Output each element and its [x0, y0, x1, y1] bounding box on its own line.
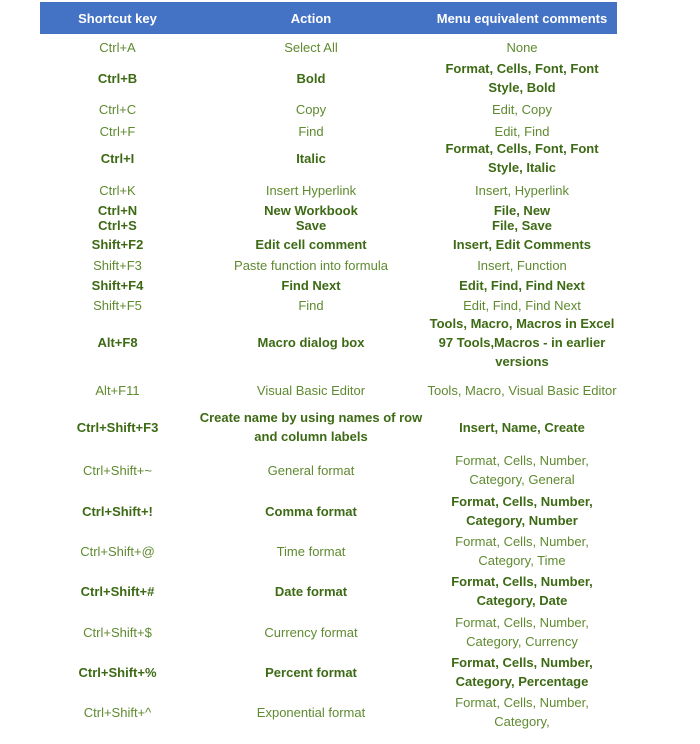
shortcut-key-cell: Shift+F3 [93, 257, 142, 273]
table-row [40, 255, 617, 275]
menu-comment-cell: Format, Cells, Number, Category, Date [451, 574, 593, 608]
table-row [40, 692, 617, 732]
menu-comment-cell: Insert, Hyperlink [475, 182, 569, 198]
action-cell: Save [295, 218, 327, 233]
header-action: Action [290, 10, 332, 26]
shortcut-key-cell: Ctrl+Shift+% [78, 664, 157, 680]
shortcut-key-cell: Ctrl+Shift+~ [82, 462, 152, 478]
action-cell: New Workbook [264, 203, 358, 218]
menu-comment-cell: Format, Cells, Number, Category, [455, 695, 589, 729]
shortcut-key-cell: Shift+F4 [91, 277, 144, 293]
action-cell: Time format [276, 543, 346, 559]
menu-comment-cell: File, Save [492, 218, 552, 233]
menu-comment-cell: Format, Cells, Number, Category, Number [451, 494, 593, 528]
action-cell: Insert Hyperlink [265, 182, 357, 198]
action-cell: Copy [295, 101, 327, 117]
action-cell: Find Next [281, 277, 341, 293]
table-row [40, 370, 617, 410]
shortcut-key-cell: Ctrl+A [99, 39, 136, 55]
menu-comment-cell: Insert, Function [477, 257, 567, 273]
table-row [40, 234, 617, 254]
shortcut-key-cell: Shift+F5 [93, 297, 142, 313]
table-row [40, 217, 617, 234]
shortcut-key-cell: Ctrl+C [98, 101, 137, 117]
action-cell: Bold [296, 70, 326, 86]
menu-comment-cell: Insert, Edit Comments [453, 236, 591, 252]
action-cell: Date format [274, 583, 348, 599]
table-row [40, 295, 617, 315]
menu-comment-cell: Edit, Find, Find Next [463, 297, 581, 313]
table-row [40, 491, 617, 531]
menu-comment-cell: Tools, Macro, Macros in Excel 97 Tools,Macros - in earlier versions [429, 315, 615, 369]
menu-comment-cell: None [506, 39, 538, 55]
shortcut-key-cell: Ctrl+K [99, 182, 136, 198]
shortcut-key-cell: Ctrl+I [100, 150, 135, 166]
shortcut-key-cell: Alt+F11 [95, 382, 140, 398]
shortcut-key-cell: Ctrl+Shift+! [82, 503, 153, 519]
table-row [40, 408, 617, 446]
menu-comment-cell: Edit, Find, Find Next [459, 277, 585, 293]
table-row [40, 531, 617, 571]
action-cell: Select All [284, 39, 338, 55]
table-row [40, 58, 617, 98]
shortcut-key-cell: Ctrl+F [99, 123, 136, 139]
menu-comment-cell: Format, Cells, Font, Font Style, Italic [445, 141, 599, 175]
table-body [40, 2, 617, 744]
shortcut-key-cell: Shift+F2 [91, 236, 144, 252]
menu-comment-cell: Format, Cells, Number, Category, Currency [455, 615, 589, 649]
shortcut-table [40, 2, 617, 729]
table-row [40, 98, 617, 120]
table-row [40, 180, 617, 200]
action-cell: Paste function into formula [234, 257, 388, 273]
table-row [40, 36, 617, 58]
shortcut-key-cell: Ctrl+Shift+# [80, 583, 155, 599]
menu-comment-cell: Insert, Name, Create [459, 419, 585, 435]
action-cell: Edit cell comment [255, 236, 367, 252]
action-cell: Exponential format [256, 704, 366, 720]
action-cell: Find [298, 297, 324, 313]
shortcut-key-cell: Ctrl+Shift+F3 [76, 419, 159, 435]
action-cell: Macro dialog box [257, 334, 365, 350]
menu-comment-cell: Format, Cells, Font, Font Style, Bold [445, 61, 599, 95]
shortcut-key-cell: Alt+F8 [97, 334, 138, 350]
table-row [40, 612, 617, 652]
shortcut-key-cell: Ctrl+S [98, 218, 137, 233]
table-row [40, 138, 617, 178]
action-cell: Find [298, 123, 324, 139]
shortcut-key-cell: Ctrl+Shift+^ [83, 704, 152, 720]
shortcut-key-cell: Ctrl+B [97, 70, 138, 86]
table-row [40, 314, 617, 370]
menu-comment-cell: File, New [493, 203, 551, 218]
action-cell: General format [267, 462, 355, 478]
shortcut-key-cell: Ctrl+Shift+@ [80, 543, 155, 559]
menu-comment-cell: Edit, Copy [492, 101, 552, 117]
header-menu-comments: Menu equivalent comments [436, 10, 608, 26]
shortcut-key-cell: Ctrl+Shift+$ [83, 624, 152, 640]
action-cell: Italic [296, 150, 326, 166]
table-row [40, 571, 617, 611]
action-cell: Create name by using names of row and column labels [199, 410, 423, 444]
action-cell: Comma format [265, 503, 357, 519]
header-shortcut-key: Shortcut key [78, 10, 157, 26]
menu-comment-cell: Edit, Find [494, 123, 550, 139]
action-cell: Percent format [265, 664, 357, 680]
action-cell: Visual Basic Editor [256, 382, 366, 398]
menu-comment-cell: Format, Cells, Number, Category, General [455, 453, 589, 487]
table-row [40, 652, 617, 692]
action-cell: Currency format [264, 624, 358, 640]
table-row [40, 275, 617, 295]
menu-comment-cell: Tools, Macro, Visual Basic Editor [427, 382, 617, 398]
shortcut-key-cell: Ctrl+N [97, 203, 138, 218]
menu-comment-cell: Format, Cells, Number, Category, Percentage [451, 655, 593, 689]
menu-comment-cell: Format, Cells, Number, Category, Time [455, 534, 589, 568]
table-row [40, 450, 617, 490]
